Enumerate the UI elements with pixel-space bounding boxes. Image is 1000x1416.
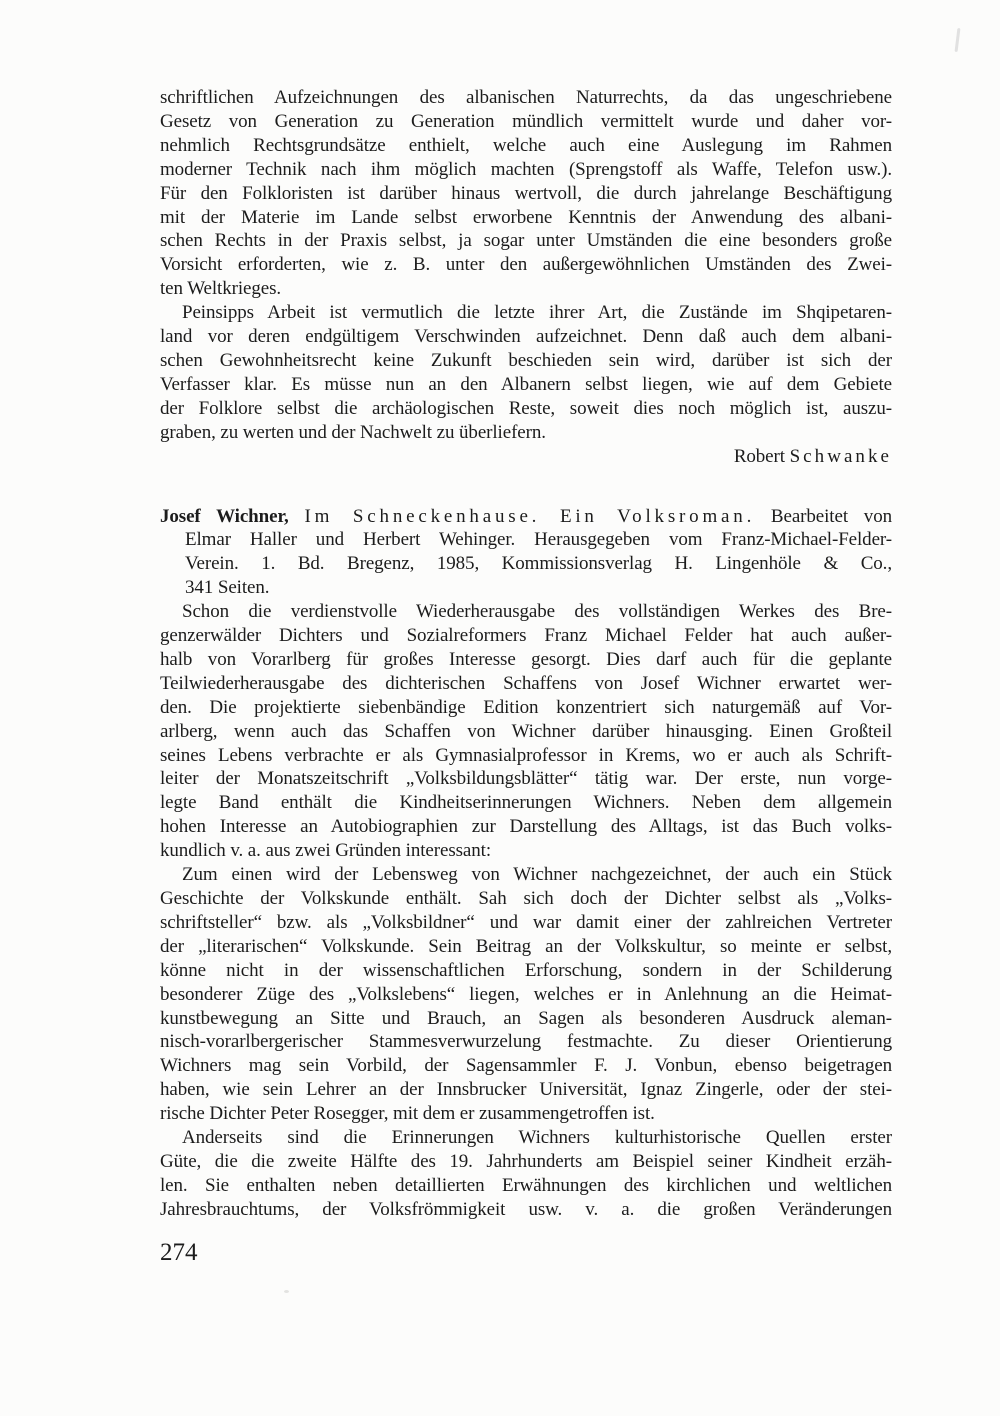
text-line	[160, 301, 892, 325]
text-segment: schriftsteller“ bzw. als „Volksbildner“ und war damit einer der zahlreichen Vertreter	[160, 911, 892, 933]
text-line	[160, 696, 892, 720]
text-segment: len. Sie enthalten neben detaillierten Erwähnungen des kirchlichen und weltlichen	[160, 1174, 892, 1196]
text-line	[160, 720, 892, 744]
text-segment: Wichners mag sein Vorbild, der Sagensammler F. J. Vonbun, ebenso beigetragen	[160, 1055, 892, 1077]
text-line	[160, 959, 892, 983]
text-line	[160, 373, 892, 397]
text-line	[160, 791, 892, 815]
text-segment: Elmar Haller und Herbert Wehinger. Herausgegeben vom Franz-Michael-Felder-	[185, 529, 892, 551]
text-segment: kundlich v. a. aus zwei Gründen interessant:	[160, 840, 491, 862]
text-line	[160, 911, 892, 935]
text-segment: Im Schneckenhause. Ein Volksroman.	[304, 505, 756, 527]
text-segment: Vorsicht erforderten, wie z. B. unter den außergewöhnlichen Umständen des Zwei-	[160, 254, 892, 276]
text-segment: könne nicht in der wissenschaftlichen Erforschung, sondern in der Schilderung	[160, 959, 892, 981]
text-segment: moderner Technik nach ihm möglich machten (Sprengstoff als Waffe, Telefon usw.).	[160, 158, 892, 180]
text-line	[160, 1102, 892, 1126]
text-segment: Bearbeitet von	[755, 505, 893, 527]
text-line	[160, 935, 892, 959]
text-line	[160, 552, 892, 576]
text-line	[160, 1030, 892, 1054]
scan-artifact	[284, 1290, 289, 1293]
text-line	[160, 1150, 892, 1174]
text-segment: Peinsipps Arbeit ist vermutlich die letzte ihrer Art, die Zustände im Shqipetaren-	[182, 302, 892, 324]
text-segment: nehmlich Rechtsgrundsätze enthielt, welche auch eine Auslegung im Rahmen	[160, 134, 892, 156]
text-segment: Güte, die die zweite Hälfte des 19. Jahrhunderts am Beispiel seiner Kindheit erzäh-	[160, 1150, 892, 1172]
text-segment: haben, wie sein Lehrer an der Innsbrucker Universität, Ignaz Zingerle, oder der stei-	[160, 1079, 892, 1101]
text-line	[160, 624, 892, 648]
text-line	[160, 229, 892, 253]
text-line	[160, 158, 892, 182]
text-segment: kunstbewegung an Sitte und Brauch, an Sagen als besonderen Ausdruck aleman-	[160, 1007, 892, 1029]
text-segment: Teilwiederherausgabe des dichterischen Schaffens von Josef Wichner erwartet wer-	[160, 672, 892, 694]
text-block	[160, 86, 892, 1222]
text-segment: seines Lebens verbrachte er als Gymnasialprofessor in Krems, wo er auch als Schrift-	[160, 744, 892, 766]
text-segment	[289, 506, 305, 527]
text-segment: der „literarischen“ Volkskunde. Sein Beitrag an der Volkskultur, so meinte er selbst,	[160, 935, 892, 957]
text-line	[160, 1078, 892, 1102]
text-line	[160, 1174, 892, 1198]
text-segment: nisch-vorarlbergerischer Stammesverwurzelung festmachte. Zu dieser Orientierung	[160, 1031, 892, 1053]
scan-artifact	[955, 28, 961, 52]
text-segment: graben, zu werten und der Nachwelt zu überliefern.	[160, 421, 546, 443]
text-line	[160, 528, 892, 552]
text-segment: mit der Materie im Lande selbst erworbene Kenntnis der Anwendung des albani-	[160, 206, 892, 228]
text-line	[160, 206, 892, 230]
text-segment: legte Band enthält die Kindheitserinnerungen Wichners. Neben dem allgemein	[160, 792, 892, 814]
text-line	[160, 815, 892, 839]
text-segment: Verfasser klar. Es müsse nun an den Albanern selbst liegen, wie auf dem Gebiete	[160, 373, 892, 395]
text-line	[160, 397, 892, 421]
text-segment: schriftlichen Aufzeichnungen des albanischen Naturrechts, da das ungeschriebene	[160, 87, 892, 108]
text-line	[160, 1007, 892, 1031]
page-number: 274	[160, 1239, 198, 1266]
text-line	[160, 277, 892, 301]
text-segment: halb von Vorarlberg für großes Interesse gesorgt. Dies darf auch für die geplante	[160, 648, 892, 670]
text-line	[160, 182, 892, 206]
text-segment: land vor deren endgültigem Verschwinden aufzeichnet. Denn daß auch dem albani-	[160, 326, 892, 348]
paragraph-peinsipp-conclusion	[160, 301, 892, 444]
text-segment: Verein. 1. Bd. Bregenz, 1985, Kommissionsverlag H. Lingenhöle & Co.,	[185, 553, 892, 575]
text-line	[160, 576, 892, 600]
text-segment: Schwanke	[789, 445, 892, 467]
paragraph-wichner-intro	[160, 600, 892, 863]
text-line	[160, 110, 892, 134]
text-line	[160, 863, 892, 887]
text-segment: der Folklore selbst die archäologischen Reste, soweit dies noch möglich ist, auszu-	[160, 397, 892, 419]
text-segment: Anderseits sind die Erinnerungen Wichners kulturhistorische Quellen erster	[182, 1127, 892, 1149]
text-line	[160, 86, 892, 110]
text-segment: Josef Wichner,	[160, 505, 289, 527]
text-line	[160, 887, 892, 911]
text-segment: Schon die verdienstvolle Wiederherausgabe des vollständigen Werkes des Bre-	[182, 601, 892, 623]
text-line	[160, 1198, 892, 1222]
text-segment: arlberg, wenn auch das Schaffen von Wichner darüber hinausging. Einen Großteil	[160, 720, 892, 742]
paragraph-wichner-quellen	[160, 1126, 892, 1222]
text-line	[160, 253, 892, 277]
review-heading-wichner	[160, 505, 892, 601]
text-segment: den. Die projektierte siebenbändige Edition konzentriert sich naturgemäß auf Vor-	[160, 696, 892, 718]
paragraph-naturrecht-continuation	[160, 86, 892, 301]
text-segment: Jahresbrauchtums, der Volksfrömmigkeit usw. v. a. die großen Veränderungen	[160, 1198, 892, 1220]
text-segment: besonderer Züge des „Volkslebens“ liegen, welches er in Anlehnung an die Heimat-	[160, 983, 892, 1005]
text-segment: Zum einen wird der Lebensweg von Wichner nachgezeichnet, der auch ein Stück	[182, 864, 892, 886]
text-line	[160, 1054, 892, 1078]
text-segment: genzerwälder Dichters und Sozialreformers Franz Michael Felder hat auch außer-	[160, 625, 892, 647]
text-segment: schen Rechts in der Praxis selbst, ja sogar unter Umständen die eine besonders große	[160, 230, 892, 252]
text-segment: Robert	[733, 445, 790, 467]
text-line	[160, 445, 892, 469]
text-segment: ten Weltkrieges.	[160, 278, 282, 300]
text-line	[160, 600, 892, 624]
text-line	[160, 134, 892, 158]
text-line	[160, 648, 892, 672]
text-line	[160, 1126, 892, 1150]
text-segment: Gesetz von Generation zu Generation mündlich vermittelt wurde und daher vor-	[160, 110, 892, 132]
text-line	[160, 839, 892, 863]
text-line	[160, 744, 892, 768]
text-line	[160, 421, 892, 445]
text-segment: schen Gewohnheitsrecht keine Zukunft beschieden sein wird, darüber ist sich der	[160, 349, 892, 371]
signature-robert-schwanke	[160, 445, 892, 469]
text-segment: hohen Interesse an Autobiographien zur Darstellung des Alltags, ist das Buch volks-	[160, 816, 892, 838]
text-line	[160, 325, 892, 349]
text-segment: Für den Folkloristen ist darüber hinaus wertvoll, die durch jahrelange Beschäftigung	[160, 182, 892, 204]
paragraph-wichner-lebensweg	[160, 863, 892, 1126]
text-line	[160, 505, 892, 529]
text-segment: rische Dichter Peter Rosegger, mit dem er zusammengetroffen ist.	[160, 1103, 655, 1125]
text-segment: Geschichte der Volkskunde enthält. Sah sich doch der Dichter selbst als „Volks-	[160, 888, 892, 909]
text-line	[160, 983, 892, 1007]
text-line	[160, 767, 892, 791]
text-segment: 341 Seiten.	[185, 577, 270, 599]
text-line	[160, 349, 892, 373]
text-segment: leiter der Monatszeitschrift „Volksbildungsblätter“ tätig war. Der erste, nun vorge-	[160, 768, 892, 790]
text-line	[160, 672, 892, 696]
